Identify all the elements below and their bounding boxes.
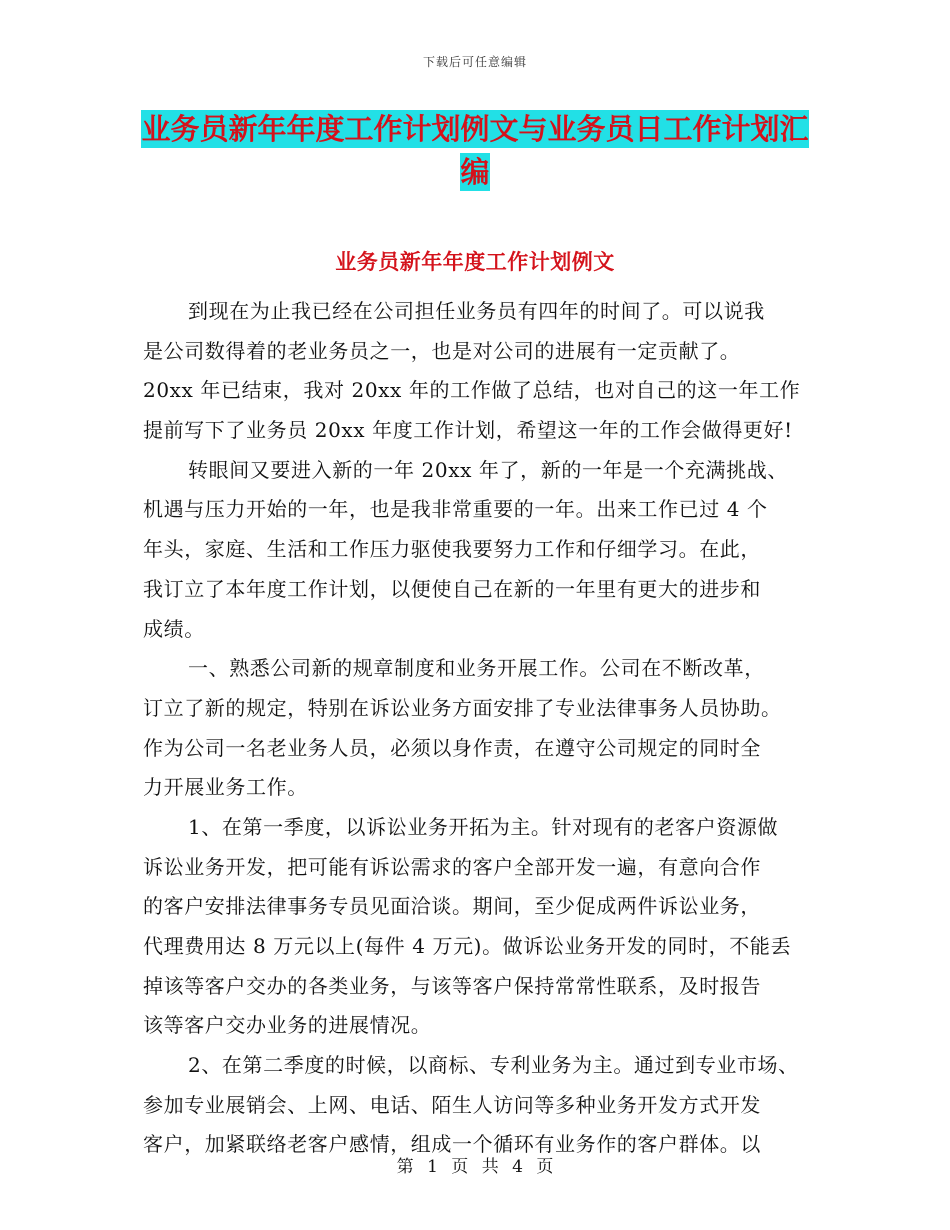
body-line: 代理费用达 8 万元以上(每件 4 万元)。做诉讼业务开发的同时，不能丢 bbox=[143, 934, 792, 958]
body-line: 提前写下了业务员 20xx 年度工作计划，希望这一年的工作会做得更好! bbox=[143, 418, 793, 443]
body-line: 该等客户交办业务的进展情况。 bbox=[143, 1013, 432, 1038]
body-line: 力开展业务工作。 bbox=[143, 775, 308, 800]
body-line: 2、在第二季度的时候，以商标、专利业务为主。通过到专业市场、 bbox=[188, 1053, 799, 1078]
body-line: 掉该等客户交办的各类业务，与该等客户保持常常性联系，及时报告 bbox=[143, 973, 761, 998]
body-line: 转眼间又要进入新的一年 20xx 年了，新的一年是一个充满挑战、 bbox=[188, 457, 788, 482]
document-title-line-2: 编 bbox=[460, 155, 490, 189]
body-line: 的客户安排法律事务专员见面洽谈。期间，至少促成两件诉讼业务， bbox=[143, 894, 761, 919]
body-line: 诉讼业务开发，把可能有诉讼需求的客户全部开发一遍，有意向合作 bbox=[143, 854, 761, 879]
body-line: 年头，家庭、生活和工作压力驱使我要努力工作和仔细学习。在此， bbox=[143, 537, 761, 562]
body-line: 一、熟悉公司新的规章制度和业务开展工作。公司在不断改革， bbox=[188, 656, 765, 681]
body-line: 是公司数得着的老业务员之一，也是对公司的进展有一定贡献了。 bbox=[143, 338, 741, 363]
body-line: 成绩。 bbox=[143, 616, 205, 641]
body-line: 我订立了本年度工作计划，以便使自己在新的一年里有更大的进步和 bbox=[143, 576, 761, 601]
section-title: 业务员新年年度工作计划例文 bbox=[335, 250, 615, 274]
body-line: 1、在第一季度，以诉讼业务开拓为主。针对现有的老客户资源做 bbox=[188, 814, 779, 839]
document-title-line-1: 业务员新年年度工作计划例文与业务员日工作计划汇 bbox=[141, 112, 809, 146]
body-line: 作为公司一名老业务人员，必须以身作责，在遵守公司规定的同时全 bbox=[143, 735, 761, 760]
page-header-note: 下载后可任意编辑 bbox=[422, 55, 527, 69]
body-line: 到现在为止我已经在公司担任业务员有四年的时间了。可以说我 bbox=[188, 299, 765, 323]
body-line: 订立了新的规定，特别在诉讼业务方面安排了专业法律事务人员协助。 bbox=[143, 695, 782, 720]
body-line: 参加专业展销会、上网、电话、陌生人访问等多种业务开发方式开发 bbox=[143, 1092, 761, 1117]
body-line: 客户，加紧联络老客户感情，组成一个循环有业务作的客户群体。以 bbox=[143, 1132, 761, 1157]
document-title bbox=[0, 108, 950, 194]
body-text bbox=[143, 292, 823, 1165]
page-number-footer: 第 1 页 共 4 页 bbox=[396, 1157, 554, 1177]
body-line: 20xx 年已结束，我对 20xx 年的工作做了总结，也对自己的这一年工作 bbox=[143, 378, 801, 403]
body-line: 机遇与压力开始的一年，也是我非常重要的一年。出来工作已过 4 个 bbox=[143, 497, 768, 522]
